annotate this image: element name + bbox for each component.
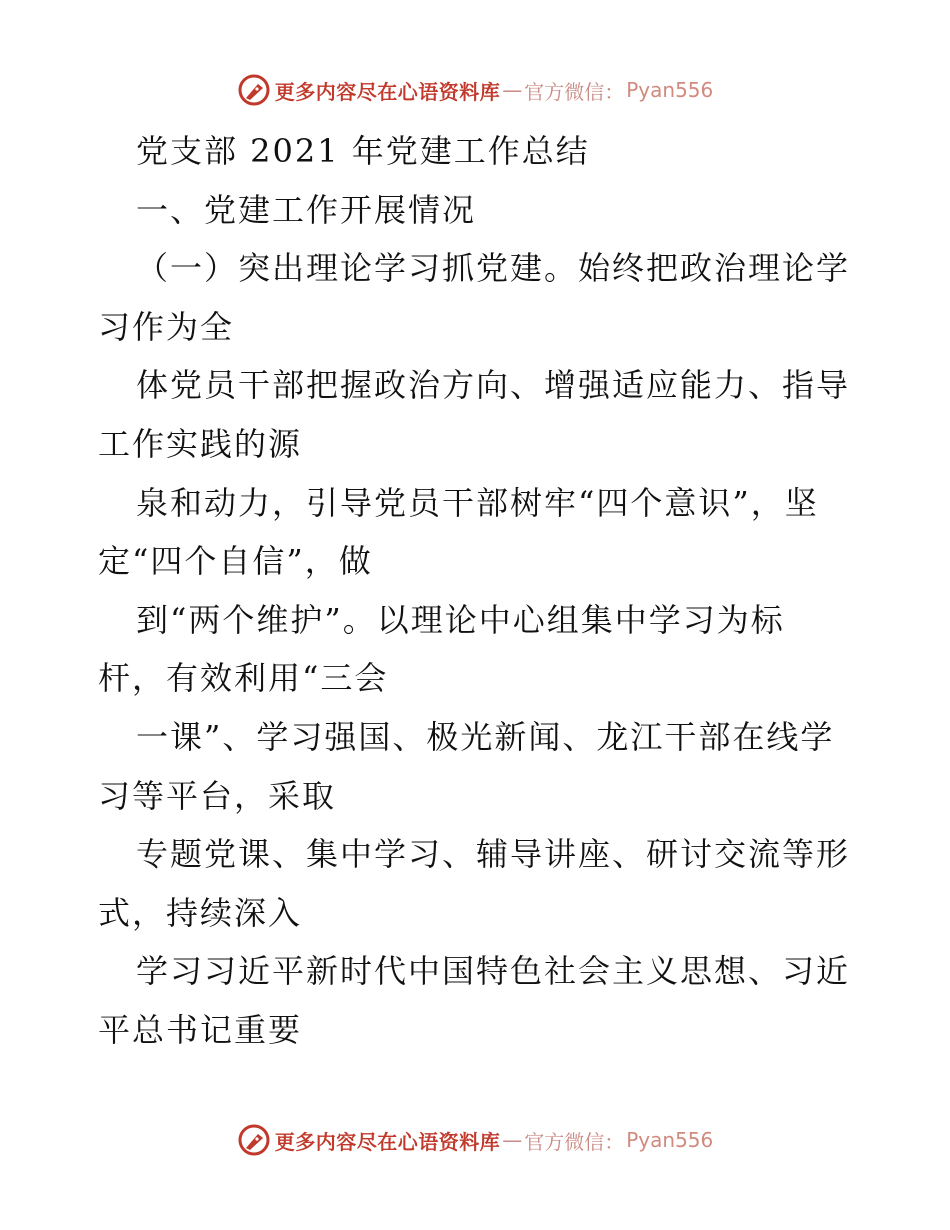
paragraph-line: 定“四个自信”，做 <box>98 542 373 581</box>
document-title: 党支部 2021 年党建工作总结 <box>136 132 590 170</box>
document-body <box>98 122 858 1060</box>
paragraph-line: 学习习近平新时代中国特色社会主义思想、习近 <box>136 952 851 991</box>
paragraph-line: 习作为全 <box>98 307 235 346</box>
paragraph-line: 习等平台，采取 <box>98 776 337 815</box>
header-watermark <box>0 70 950 110</box>
watermark-text <box>275 76 714 105</box>
paragraph-line: 专题党课、集中学习、辅导讲座、研讨交流等形 <box>136 835 851 874</box>
paragraph-line: 平总书记重要 <box>98 1010 303 1049</box>
watermark-text <box>275 1126 714 1155</box>
footer-watermark <box>0 1120 950 1160</box>
paragraph-line: 式，持续深入 <box>98 893 303 932</box>
watermark-main-text: 更多内容尽在心语资料库 <box>274 79 501 104</box>
watermark-main-text: 更多内容尽在心语资料库 <box>274 1129 501 1154</box>
pen-nib-logo-icon <box>237 73 271 107</box>
watermark-dash: — <box>502 78 523 102</box>
watermark-wechat-id: Pyan556 <box>626 78 714 102</box>
paragraph-line: 杆，有效利用“三会 <box>98 659 389 698</box>
watermark-wechat-id: Pyan556 <box>626 1128 714 1152</box>
paragraph-line: 泉和动力，引导党员干部树牢“四个意识”，坚 <box>136 483 819 522</box>
paragraph-line: 到“两个维护”。以理论中心组集中学习为标 <box>136 600 785 639</box>
section-heading: 一、党建工作开展情况 <box>136 190 477 229</box>
pen-nib-logo-icon <box>237 1123 271 1157</box>
watermark-wechat-label: 官方微信： <box>524 79 625 104</box>
paragraph-line: （一）突出理论学习抓党建。始终把政治理论学 <box>136 249 851 288</box>
watermark-wechat-label: 官方微信： <box>524 1129 625 1154</box>
watermark-dash: — <box>502 1128 523 1152</box>
paragraph-line: 体党员干部把握政治方向、增强适应能力、指导 <box>136 366 851 405</box>
paragraph-line: 工作实践的源 <box>98 424 303 463</box>
paragraph-line: 一课”、学习强国、极光新闻、龙江干部在线学 <box>136 717 835 756</box>
